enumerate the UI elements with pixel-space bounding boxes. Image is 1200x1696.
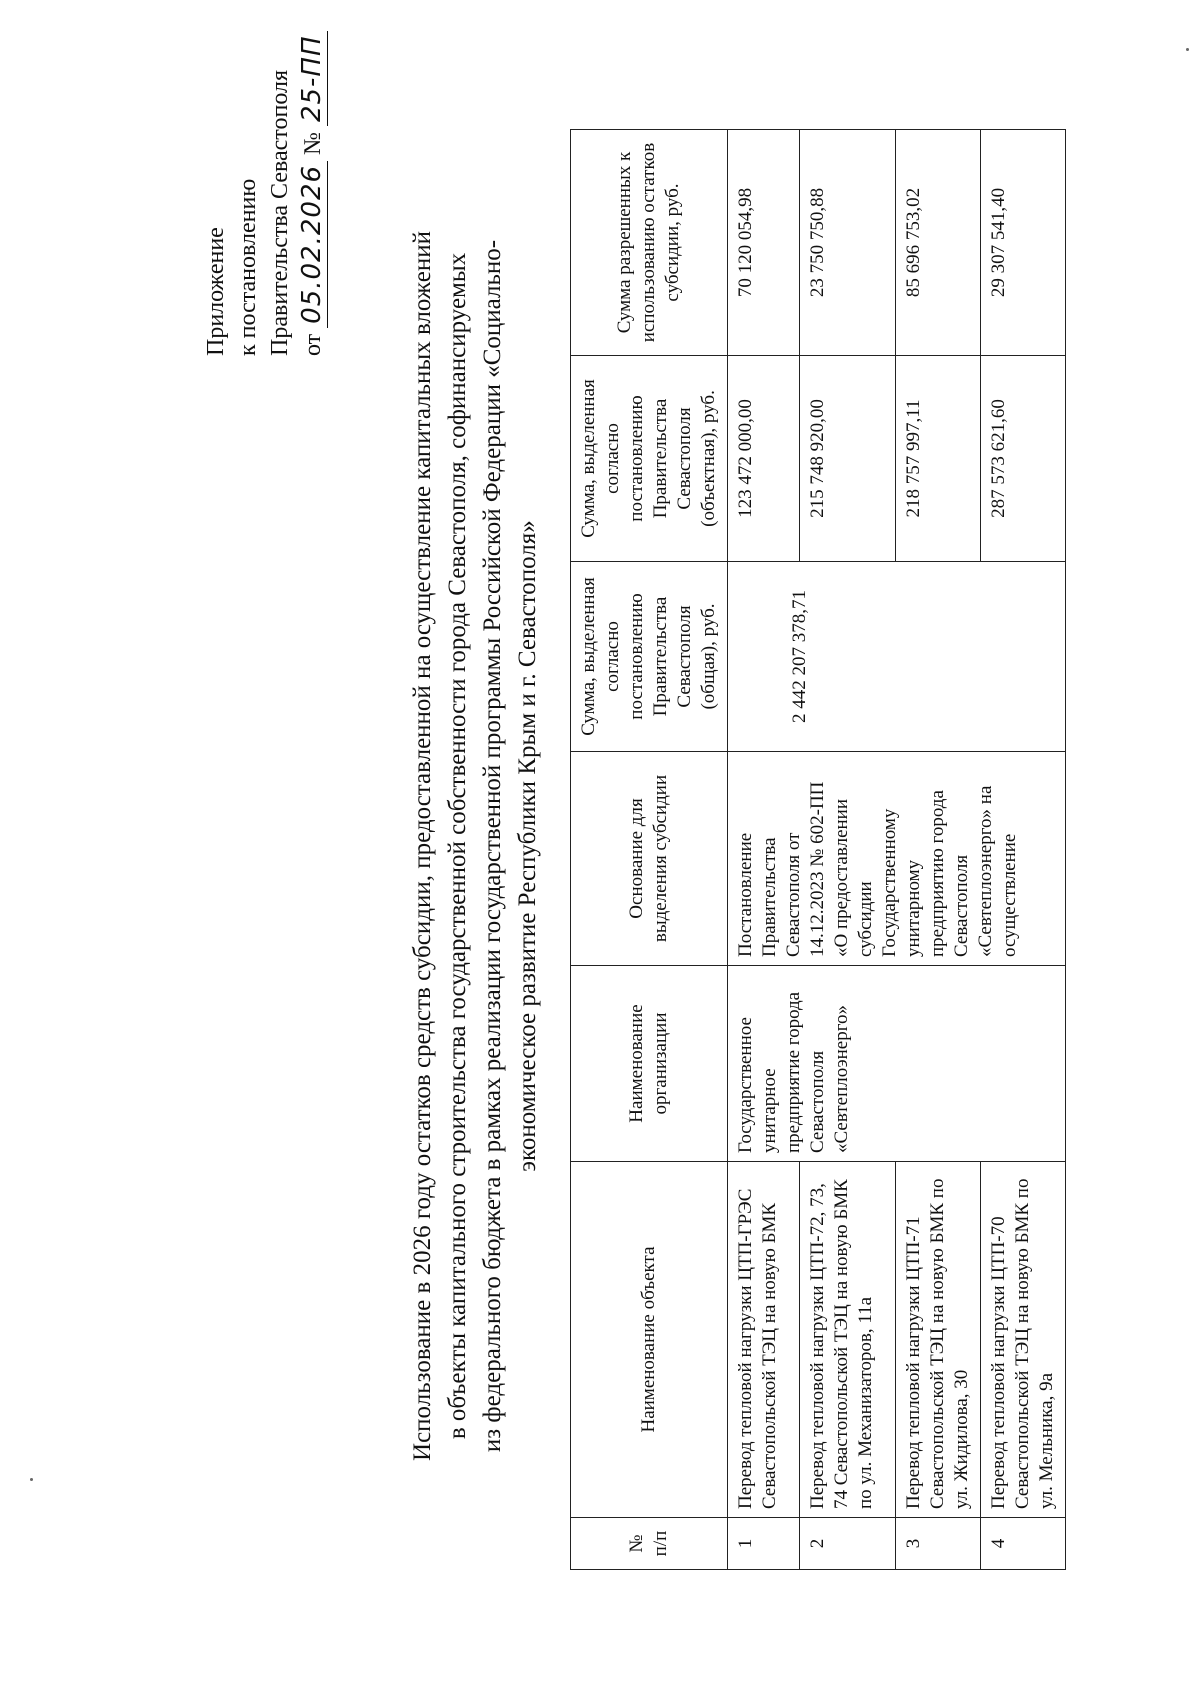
document-title bbox=[405, 136, 545, 1556]
title-line-2: в объекты капитального строительства государственной собственности города Севастополя, софинансируемых bbox=[444, 252, 471, 1440]
row-object: Перевод тепловой нагрузки ЦТП-71 Севастопольской ТЭЦ на новую БМК по ул. Жидилова, 30 bbox=[896, 1162, 981, 1518]
row-sum-allowed: 23 750 750,88 bbox=[800, 130, 896, 356]
number-prefix: № bbox=[300, 132, 326, 155]
row-object: Перевод тепловой нагрузки ЦТП-ГРЭС Севастопольской ТЭЦ на новую БМК bbox=[728, 1162, 800, 1518]
table-header-row bbox=[571, 130, 728, 1570]
header-sum-total: Сумма, выделенная согласно постановлению Правительства Севастополя (общая), руб. bbox=[571, 562, 728, 752]
row-num: 2 bbox=[800, 1518, 896, 1570]
row-object: Перевод тепловой нагрузки ЦТП-72, 73, 74 Севастопольской ТЭЦ на новую БМК по ул. Механизаторов, 11а bbox=[800, 1162, 896, 1518]
appendix-line-2: к постановлению bbox=[235, 178, 261, 356]
appendix-date-line bbox=[296, 31, 329, 356]
row-sum-object: 287 573 621,60 bbox=[981, 356, 1066, 562]
header-num: № п/п bbox=[571, 1518, 728, 1570]
row-sum-object: 123 472 000,00 bbox=[728, 356, 800, 562]
header-object: Наименование объекта bbox=[571, 1162, 728, 1518]
title-line-1: Использование в 2026 году остатков средств субсидии, предоставленной на осуществление капитальных вложений bbox=[409, 231, 436, 1461]
org-cell: Государственное унитарное предприятие города Севастополя «Севтеплоэнерго» bbox=[728, 966, 1066, 1162]
row-num: 1 bbox=[728, 1518, 800, 1570]
table-row bbox=[728, 130, 800, 1570]
header-sum-allowed: Сумма разрешенных к использованию остатков субсидии, руб. bbox=[571, 130, 728, 356]
appendix-line-1: Приложение bbox=[203, 227, 229, 356]
appendix-block bbox=[200, 31, 329, 356]
sum-total-cell: 2 442 207 378,71 bbox=[728, 562, 1066, 752]
row-object: Перевод тепловой нагрузки ЦТП-70 Севастопольской ТЭЦ на новую БМК по ул. Мельника, 9а bbox=[981, 1162, 1066, 1518]
subsidy-table bbox=[570, 129, 1066, 1570]
header-basis: Основание для выделения субсидии bbox=[571, 752, 728, 966]
header-sum-object: Сумма, выделенная согласно постановлению Правительства Севастополя (объектная), руб. bbox=[571, 356, 728, 562]
handwritten-date: 05.02.2026 bbox=[297, 161, 328, 328]
row-num: 3 bbox=[896, 1518, 981, 1570]
title-line-4: экономическое развитие Республики Крым и г. Севастополя» bbox=[514, 520, 541, 1172]
handwritten-number: 25-ПП bbox=[297, 31, 328, 126]
row-sum-object: 215 748 920,00 bbox=[800, 356, 896, 562]
basis-cell: Постановление Правительства Севастополя от 14.12.2023 № 602-ПП «О предоставлении субсидии Государственному унитарному предприятию города Севастополя «Севтеплоэнерго» на осуществление bbox=[728, 752, 1066, 966]
date-prefix: от bbox=[300, 333, 326, 356]
row-sum-allowed: 70 120 054,98 bbox=[728, 130, 800, 356]
row-num: 4 bbox=[981, 1518, 1066, 1570]
header-org: Наименование организации bbox=[571, 966, 728, 1162]
appendix-line-3: Правительства Севастополя bbox=[267, 69, 293, 356]
title-line-3: из федерального бюджета в рамках реализации государственной программы Российской Федерации «Социально- bbox=[479, 239, 506, 1453]
row-sum-allowed: 85 696 753,02 bbox=[896, 130, 981, 356]
row-sum-object: 218 757 997,11 bbox=[896, 356, 981, 562]
row-sum-allowed: 29 307 541,40 bbox=[981, 130, 1066, 356]
